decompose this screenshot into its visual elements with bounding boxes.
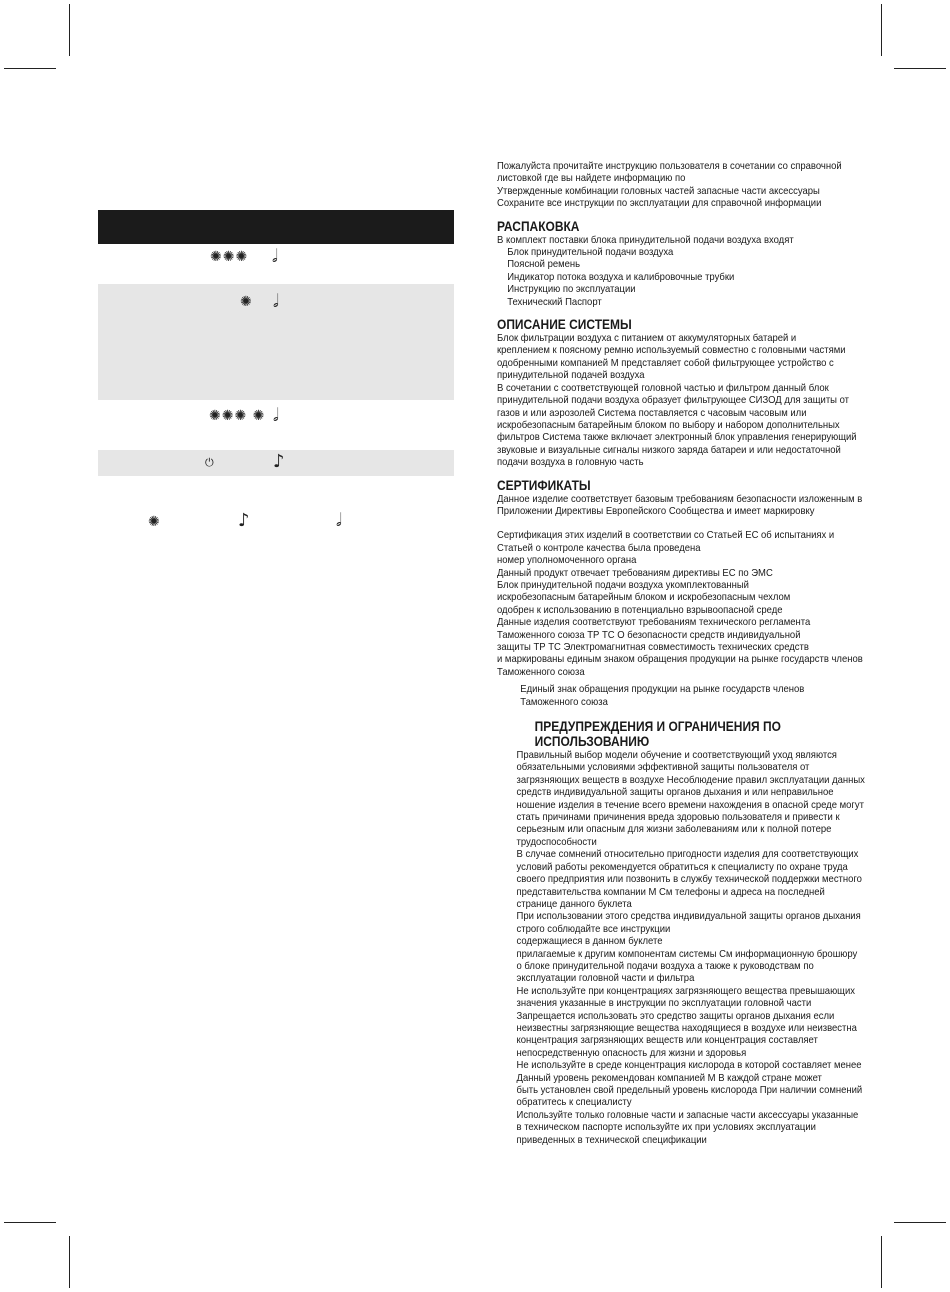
text-line: принудительной подачи воздуха образует фильтрующее СИЗОД для защиты от <box>497 395 850 407</box>
text-line: звуковые и визуальные сигналы низкого заряда батареи и или недостаточной <box>497 444 841 456</box>
section-title-system: ОПИСАНИЕ СИСТЕМЫ <box>497 316 632 333</box>
half-note-icon: 𝅗𝅥 <box>336 510 342 531</box>
text-line: Данный уровень рекомендован компанией М В каждой стране может <box>516 1072 822 1084</box>
crop-mark <box>4 68 56 69</box>
mark-note: Единый знак обращения продукции на рынке государств членов <box>520 684 805 696</box>
text-line: содержащиеся в данном буклете <box>516 936 663 948</box>
text-line: подачи воздуха в головную часть <box>497 457 644 469</box>
text-line: Используйте только головные части и запасные части аксессуары указанные <box>516 1109 859 1121</box>
text-line: одобрен к использованию в потенциально взрывоопасной среде <box>497 604 783 616</box>
text-line: Таможенного союза ТР ТС О безопасности средств индивидуальной <box>497 629 801 641</box>
text-line: одобренными компанией М представляет собой фильтрующее устройство с <box>497 357 834 369</box>
led-blink-icon: ✺✺✺ <box>210 249 249 265</box>
text-line: Статьей о контроле качества была проведена <box>497 542 701 554</box>
text-line: условий работы рекомендуется обратиться к специалисту по охране труда <box>516 861 848 873</box>
text-line: В сочетании с соответствующей головной частью и фильтром данный блок <box>497 382 829 394</box>
text-line: обязательными условиями эффективной защиты пользователя от <box>516 762 810 774</box>
warnings-text <box>497 750 865 1147</box>
indicator-row <box>98 244 454 284</box>
text-line: строго соблюдайте все инструкции <box>516 923 671 935</box>
indicator-row <box>98 284 454 400</box>
crop-mark <box>881 1236 882 1288</box>
indicator-table-header <box>98 210 454 244</box>
intro-line: Утвержденные комбинации головных частей запасные части аксессуары <box>497 185 820 197</box>
text-line: прилагаемые к другим компонентам системы См информационную брошюру <box>516 948 858 960</box>
text-column <box>497 161 865 1147</box>
text-line: средств индивидуальной защиты органов дыхания и или неправильное <box>516 787 834 799</box>
text-line: Данное изделие соответствует базовым требованиям безопасности изложенным в <box>497 493 863 505</box>
crop-mark <box>4 1222 56 1223</box>
text-line: Сертификация этих изделий в соответствии со Статьей ЕС об испытаниях и <box>497 530 835 542</box>
text-line: креплением к поясному ремню используемый совместно с головными частями <box>497 345 846 357</box>
text-line: Запрещается использовать это средство защиты органов дыхания если <box>516 1010 835 1022</box>
intro-line: листовкой где вы найдете информацию по <box>497 173 686 185</box>
text-line: непосредственную опасность для жизни и здоровья <box>516 1047 747 1059</box>
text-line: концентрация загрязняющих веществ или концентрация составляет <box>516 1035 818 1047</box>
text-line: значения указанные в инструкции по эксплуатации головной части <box>516 998 812 1010</box>
unpacking-lead: В комплект поставки блока принудительной подачи воздуха входят <box>497 234 794 246</box>
title-line: ПРЕДУПРЕЖДЕНИЯ И ОГРАНИЧЕНИЯ ПО <box>534 718 781 735</box>
intro-line: Сохраните все инструкции по эксплуатации для справочной информации <box>497 198 822 210</box>
text-line: газов и или аэрозолей Система поставляется с часовым часовым или <box>497 407 807 419</box>
eighth-note-icon: ♪ <box>238 510 250 531</box>
power-icon: ⏻ <box>205 456 214 469</box>
text-line: фильтров Система также включает электронный блок управления генерирующий <box>497 432 857 444</box>
half-note-icon: 𝅗𝅥 <box>272 246 278 267</box>
mark-note: Таможенного союза <box>520 696 608 708</box>
indicator-legend <box>98 510 454 540</box>
crop-mark <box>881 4 882 56</box>
text-line: Данные изделия соответствуют требованиям технического регламента <box>497 617 811 629</box>
text-line: загрязняющих веществ в воздухе Несоблюдение правил эксплуатации данных <box>516 774 865 786</box>
crop-mark <box>894 1222 946 1223</box>
text-line: Блок принудительной подачи воздуха укомплектованный <box>497 579 749 591</box>
text-line: неизвестны загрязняющие вещества находящиеся в воздухе или неизвестна <box>516 1022 857 1034</box>
text-line: защиты ТР ТС Электромагнитная совместимость технических средств <box>497 642 809 653</box>
text-line: При использовании этого средства индивидуальной защиты органов дыхания <box>516 911 861 923</box>
text-line: о блоке принудительной подачи воздуха а также к руководствам по <box>516 960 814 972</box>
text-line: обратитесь к специалисту <box>516 1097 632 1109</box>
list-item: Поясной ремень <box>507 259 581 271</box>
text-line: стать причинами причинения вреда здоровью пользователя и привести к <box>516 812 840 824</box>
text-line: В случае сомнений относительно пригодности изделия для соответствующих <box>516 849 859 861</box>
text-line: своего предприятия или позвонить в службу технической поддержки местного <box>516 874 862 886</box>
half-note-icon: 𝅗𝅥 <box>273 291 279 312</box>
led-blink-icon: ✺✺✺ ✺ <box>209 408 266 424</box>
text-line: Таможенного союза <box>497 666 585 678</box>
system-text <box>497 333 857 469</box>
text-line: принудительной подачей воздуха <box>497 370 645 382</box>
indicator-table <box>98 210 454 476</box>
text-line: Приложении Директивы Европейского Сообщества и имеет маркировку <box>497 505 815 517</box>
section-title-certs: СЕРТИФИКАТЫ <box>497 476 591 493</box>
title-line: ИСПОЛЬЗОВАНИЮ <box>534 733 650 750</box>
intro-text <box>497 161 842 211</box>
text-line: искробезопасным батарейным блоком и искробезопасным чехлом <box>497 592 791 604</box>
crop-mark <box>894 68 946 69</box>
certs-text <box>497 493 863 710</box>
indicator-row <box>98 450 454 476</box>
half-note-icon: 𝅗𝅥 <box>273 405 279 426</box>
list-item: Технический Паспорт <box>507 296 602 308</box>
text-line: странице данного буклета <box>516 898 632 910</box>
text-line: Блок фильтрации воздуха с питанием от аккумуляторных батарей и <box>497 333 797 345</box>
indicator-row <box>98 400 454 450</box>
crop-mark <box>69 4 70 56</box>
text-line: в техническом паспорте используйте их при условиях эксплуатации <box>516 1122 816 1134</box>
text-line: Данный продукт отвечает требованиям директивы ЕС по ЭМС <box>497 567 773 579</box>
text-line: Правильный выбор модели обучение и соответствующий уход являются <box>516 750 837 762</box>
text-line: приведенных в технической спецификации <box>516 1134 707 1146</box>
text-line: представительства компании М См телефоны и адреса на последней <box>516 886 825 898</box>
eighth-note-icon: ♪ <box>273 451 285 472</box>
intro-line: Пожалуйста прочитайте инструкцию пользователя в сочетании со справочной <box>497 161 842 172</box>
text-line: трудоспособности <box>516 836 597 848</box>
text-line: искробезопасным батарейным блоком по выбору и набором дополнительных <box>497 419 840 431</box>
section-title-unpacking: РАСПАКОВКА <box>497 217 580 234</box>
text-line: быть установлен свой предельный уровень кислорода При наличии сомнений <box>516 1085 863 1096</box>
text-line: номер уполномоченного органа <box>497 555 637 567</box>
text-line: ношение изделия в течение всего времени нахождения в опасной среде могут <box>516 799 864 811</box>
list-item: Инструкцию по эксплуатации <box>507 284 636 296</box>
text-line: Не используйте при концентрациях загрязняющего вещества превышающих <box>516 985 856 997</box>
text-line: эксплуатации головной части и фильтра <box>516 973 695 985</box>
led-on-icon: ✺ <box>240 294 253 310</box>
led-blink-icon: ✺ <box>148 514 161 530</box>
crop-mark <box>69 1236 70 1288</box>
list-item: Индикатор потока воздуха и калибровочные трубки <box>507 271 735 283</box>
text-line: серьезным или опасным для жизни заболеваниям или к полной потере <box>516 824 832 836</box>
section-title-warnings <box>497 719 805 749</box>
list-item: Блок принудительной подачи воздуха <box>507 247 674 259</box>
text-line: и маркированы единым знаком обращения продукции на рынке государств членов <box>497 654 863 666</box>
text-line: Не используйте в среде концентрация кислорода в которой составляет менее <box>516 1060 862 1072</box>
